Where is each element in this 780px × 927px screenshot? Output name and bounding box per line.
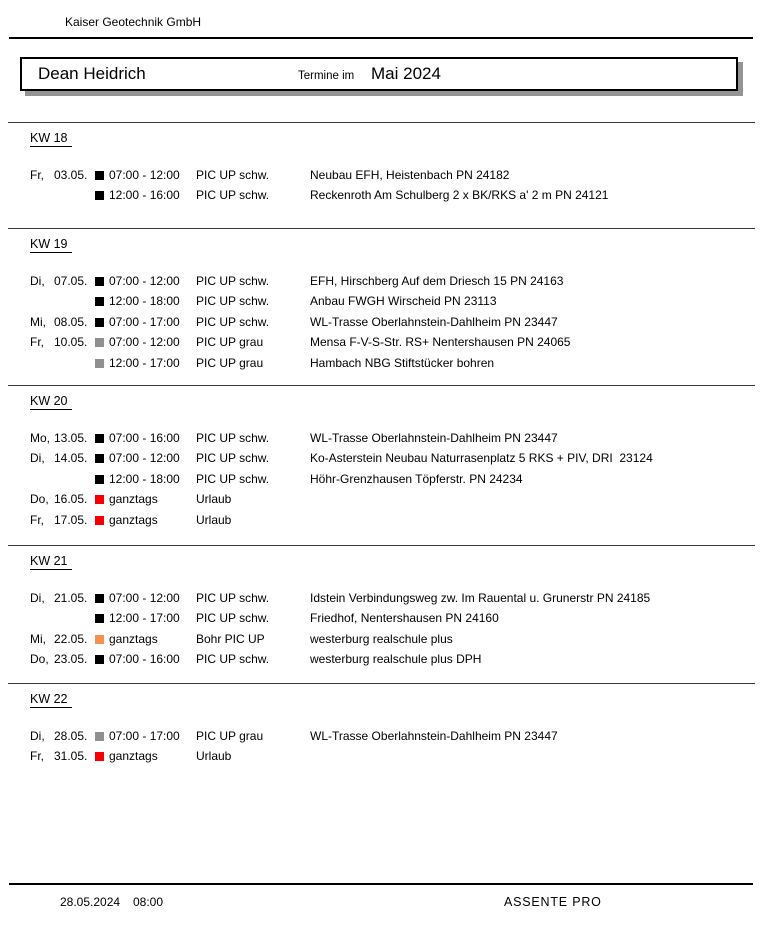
category-marker-icon bbox=[95, 454, 104, 463]
appointment-row bbox=[8, 588, 755, 608]
person-name: Dean Heidrich bbox=[38, 64, 146, 83]
date: 28.05. bbox=[54, 729, 88, 743]
appointment-description: WL-Trasse Oberlahnstein-Dahlheim PN 23447 bbox=[310, 314, 558, 329]
appointment-rows bbox=[8, 428, 755, 530]
appointment-type: PIC UP schw. bbox=[196, 591, 270, 605]
time-range: 12:00 - 16:00 bbox=[109, 188, 180, 203]
category-marker-icon bbox=[95, 594, 104, 603]
appointment-type: PIC UP schw. bbox=[196, 652, 270, 667]
date: 31.05. bbox=[54, 749, 88, 764]
appointment-row bbox=[8, 185, 755, 205]
category-marker-icon bbox=[95, 752, 104, 761]
footer-print-date: 28.05.2024 bbox=[60, 895, 121, 909]
appointment-row bbox=[8, 649, 755, 669]
appointment-type: PIC UP schw. bbox=[196, 294, 270, 309]
week-section bbox=[8, 385, 755, 530]
date: 23.05. bbox=[54, 652, 88, 667]
day-abbrev: Di, bbox=[30, 274, 45, 288]
category-marker-icon bbox=[95, 516, 104, 525]
week-label: KW 21 bbox=[30, 554, 72, 570]
appointment-type: Urlaub bbox=[196, 512, 232, 527]
appointment-row bbox=[8, 469, 755, 489]
appointment-description: WL-Trasse Oberlahnstein-Dahlheim PN 23447 bbox=[310, 729, 558, 743]
footer-brand: ASSENTE PRO bbox=[504, 895, 602, 909]
day-abbrev: Do, bbox=[30, 492, 49, 507]
appointment-description: Mensa F-V-S-Str. RS+ Nentershausen PN 24065 bbox=[310, 335, 571, 350]
day-abbrev: Mi, bbox=[30, 314, 46, 329]
time-range: 07:00 - 17:00 bbox=[109, 314, 180, 329]
date: 17.05. bbox=[54, 512, 88, 527]
date: 13.05. bbox=[54, 431, 88, 445]
appointment-type: PIC UP grau bbox=[196, 355, 264, 370]
day-abbrev: Mo, bbox=[30, 431, 51, 445]
time-range: 12:00 - 17:00 bbox=[109, 355, 180, 370]
appointment-row bbox=[8, 312, 755, 332]
appointment-description: Idstein Verbindungsweg zw. Im Rauental u. Grunerstr PN 24185 bbox=[310, 591, 651, 605]
day-abbrev: Do, bbox=[30, 652, 49, 667]
title-box bbox=[20, 57, 738, 91]
time-range: 07:00 - 12:00 bbox=[109, 274, 180, 288]
title-month: Mai 2024 bbox=[371, 64, 441, 83]
day-abbrev: Fr, bbox=[30, 512, 44, 527]
appointment-row bbox=[8, 291, 755, 311]
appointment-description: Ko-Asterstein Neubau Naturrasenplatz 5 RKS + PIV, DRI 23124 bbox=[310, 451, 653, 466]
date: 10.05. bbox=[54, 335, 88, 350]
appointment-row bbox=[8, 608, 755, 628]
time-range: ganztags bbox=[109, 631, 158, 646]
day-abbrev: Fr, bbox=[30, 749, 44, 764]
time-range: 07:00 - 12:00 bbox=[109, 451, 180, 466]
appointment-type: PIC UP schw. bbox=[196, 611, 270, 626]
time-range: 12:00 - 18:00 bbox=[109, 471, 180, 486]
appointment-type: PIC UP schw. bbox=[196, 431, 270, 445]
header-rule bbox=[9, 37, 753, 39]
week-label: KW 20 bbox=[30, 394, 72, 410]
week-section bbox=[8, 683, 755, 767]
week-label: KW 22 bbox=[30, 692, 72, 708]
day-abbrev: Di, bbox=[30, 451, 45, 466]
appointment-row bbox=[8, 271, 755, 291]
time-range: 07:00 - 16:00 bbox=[109, 652, 180, 667]
appointment-description: Hambach NBG Stiftstücker bohren bbox=[310, 355, 495, 370]
time-range: 12:00 - 18:00 bbox=[109, 294, 180, 309]
category-marker-icon bbox=[95, 318, 104, 327]
day-abbrev: Fr, bbox=[30, 335, 44, 350]
appointment-row bbox=[8, 165, 755, 185]
appointment-row bbox=[8, 629, 755, 649]
date: 22.05. bbox=[54, 631, 88, 646]
day-abbrev: Di, bbox=[30, 729, 45, 743]
appointment-type: PIC UP grau bbox=[196, 335, 264, 350]
appointment-rows bbox=[8, 165, 755, 206]
appointment-description: Friedhof, Nentershausen PN 24160 bbox=[310, 611, 499, 626]
category-marker-icon bbox=[95, 297, 104, 306]
week-section bbox=[8, 228, 755, 373]
appointment-type: PIC UP schw. bbox=[196, 188, 270, 203]
date: 14.05. bbox=[54, 451, 88, 466]
appointment-rows bbox=[8, 271, 755, 373]
time-range: 12:00 - 17:00 bbox=[109, 611, 180, 626]
appointment-row bbox=[8, 332, 755, 352]
appointment-type: Bohr PIC UP bbox=[196, 631, 265, 646]
time-range: 07:00 - 12:00 bbox=[109, 168, 180, 182]
week-label: KW 18 bbox=[30, 131, 72, 147]
company-name: Kaiser Geotechnik GmbH bbox=[65, 15, 202, 29]
time-range: 07:00 - 16:00 bbox=[109, 431, 180, 445]
date: 21.05. bbox=[54, 591, 88, 605]
day-abbrev: Di, bbox=[30, 591, 45, 605]
appointment-type: PIC UP schw. bbox=[196, 471, 270, 486]
time-range: 07:00 - 12:00 bbox=[109, 591, 180, 605]
title-prefix: Termine im bbox=[298, 70, 355, 82]
time-range: ganztags bbox=[109, 749, 158, 764]
appointment-description: EFH, Hirschberg Auf dem Driesch 15 PN 24163 bbox=[310, 274, 564, 288]
category-marker-icon bbox=[95, 614, 104, 623]
category-marker-icon bbox=[95, 191, 104, 200]
footer-rule bbox=[9, 883, 753, 885]
time-range: ganztags bbox=[109, 512, 158, 527]
category-marker-icon bbox=[95, 277, 104, 286]
appointment-type: Urlaub bbox=[196, 492, 232, 507]
appointment-row bbox=[8, 489, 755, 509]
appointment-row bbox=[8, 353, 755, 373]
appointment-type: PIC UP schw. bbox=[196, 451, 270, 466]
appointment-row bbox=[8, 726, 755, 746]
appointment-row bbox=[8, 510, 755, 530]
appointment-rows bbox=[8, 588, 755, 670]
category-marker-icon bbox=[95, 635, 104, 644]
time-range: 07:00 - 12:00 bbox=[109, 335, 180, 350]
date: 07.05. bbox=[54, 274, 88, 288]
category-marker-icon bbox=[95, 359, 104, 368]
appointment-description: Neubau EFH, Heistenbach PN 24182 bbox=[310, 168, 510, 182]
appointment-description: westerburg realschule plus DPH bbox=[310, 652, 482, 667]
appointment-row bbox=[8, 746, 755, 766]
category-marker-icon bbox=[95, 338, 104, 347]
week-section bbox=[8, 545, 755, 670]
day-abbrev: Fr, bbox=[30, 168, 44, 182]
category-marker-icon bbox=[95, 655, 104, 664]
appointment-type: PIC UP schw. bbox=[196, 274, 270, 288]
category-marker-icon bbox=[95, 732, 104, 741]
footer-print-time: 08:00 bbox=[133, 895, 164, 909]
category-marker-icon bbox=[95, 171, 104, 180]
appointment-type: PIC UP schw. bbox=[196, 168, 270, 182]
appointment-type: PIC UP schw. bbox=[196, 314, 270, 329]
time-range: 07:00 - 17:00 bbox=[109, 729, 180, 743]
week-section bbox=[8, 122, 755, 206]
appointment-type: PIC UP grau bbox=[196, 729, 264, 743]
week-label: KW 19 bbox=[30, 237, 72, 253]
date: 16.05. bbox=[54, 492, 88, 507]
appointment-type: Urlaub bbox=[196, 749, 232, 764]
appointment-description: Reckenroth Am Schulberg 2 x BK/RKS a' 2 m PN 24121 bbox=[310, 188, 609, 203]
time-range: ganztags bbox=[109, 492, 158, 507]
appointment-row bbox=[8, 448, 755, 468]
appointment-rows bbox=[8, 726, 755, 767]
date: 08.05. bbox=[54, 314, 88, 329]
date: 03.05. bbox=[54, 168, 88, 182]
appointment-description: westerburg realschule plus bbox=[310, 631, 453, 646]
appointment-description: Anbau FWGH Wirscheid PN 23113 bbox=[310, 294, 497, 309]
category-marker-icon bbox=[95, 475, 104, 484]
appointment-description: Höhr-Grenzhausen Töpferstr. PN 24234 bbox=[310, 471, 523, 486]
day-abbrev: Mi, bbox=[30, 631, 46, 646]
category-marker-icon bbox=[95, 495, 104, 504]
appointment-description: WL-Trasse Oberlahnstein-Dahlheim PN 23447 bbox=[310, 431, 558, 445]
appointment-row bbox=[8, 428, 755, 448]
category-marker-icon bbox=[95, 434, 104, 443]
